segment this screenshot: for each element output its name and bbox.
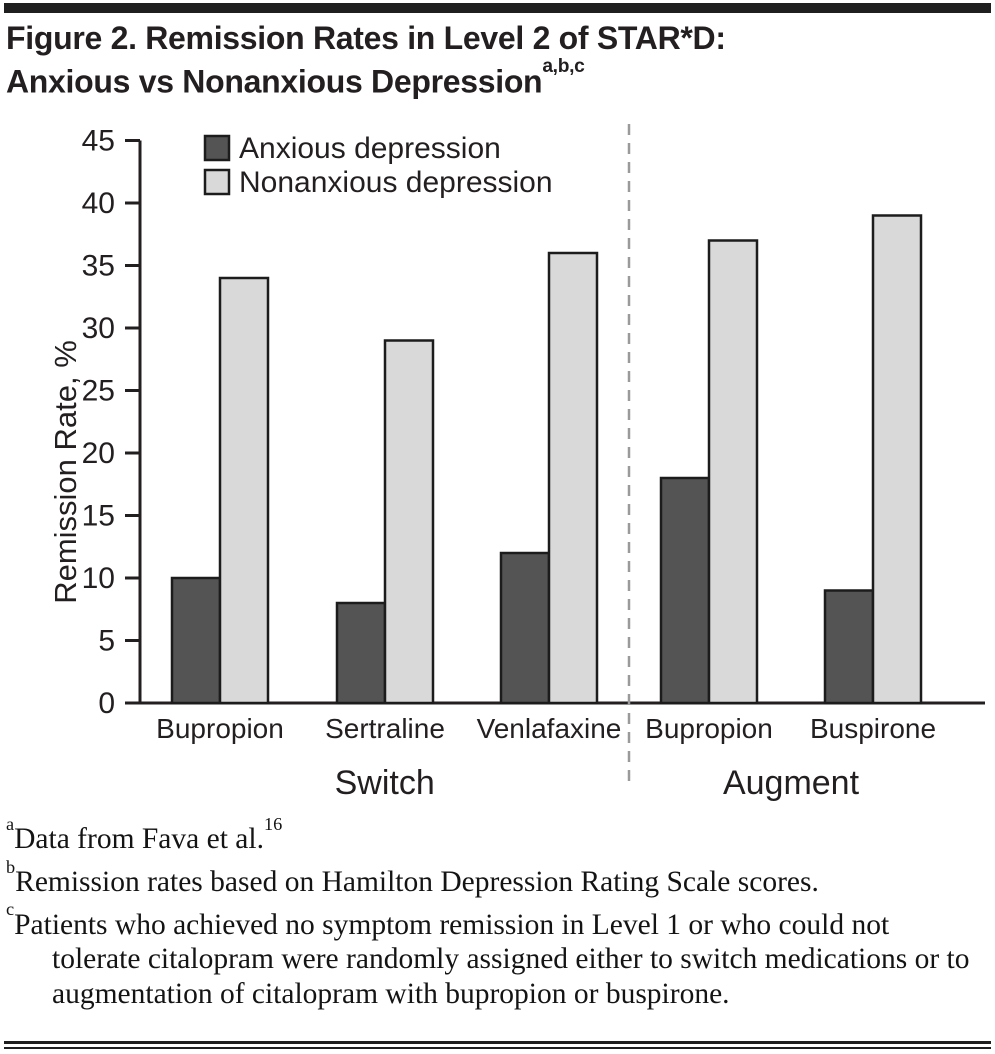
figure-title-line1: Figure 2. Remission Rates in Level 2 of STAR*D: [6, 20, 726, 56]
bar-anxious-depression-bupropion-3 [661, 478, 709, 703]
bar-anxious-depression-venlafaxine-2 [501, 553, 549, 703]
group-label-augment: Augment [722, 764, 860, 802]
bottom-rule [4, 1041, 991, 1049]
footnote-a-text: Data from Fava et al. [14, 822, 264, 855]
figure-title [6, 20, 976, 101]
bar-nonanxious-depression-venlafaxine-2 [549, 253, 597, 703]
y-tick-label-10: 10 [81, 562, 115, 595]
bar-nonanxious-depression-sertraline-1 [385, 341, 433, 704]
bar-nonanxious-depression-buspirone-4 [873, 216, 921, 704]
y-tick-label-25: 25 [81, 374, 115, 408]
y-tick-label-5: 5 [98, 624, 115, 658]
footnote-c-text: Patients who achieved no symptom remission in Level 1 or who could not tolerate citalopram were randomly assigned either to switch medications or to augmentation of citalopram with bupropion or buspirone. [14, 908, 970, 1011]
x-category-label-buspirone-4: Buspirone [809, 713, 937, 744]
figure-title-superscript: a,b,c [542, 56, 585, 78]
footnote-c-marker: c [6, 899, 15, 920]
x-category-label-bupropion-0: Bupropion [156, 713, 284, 744]
bar-nonanxious-depression-bupropion-0 [220, 278, 268, 703]
y-tick-label-45: 45 [81, 124, 115, 158]
bar-anxious-depression-sertraline-1 [337, 603, 385, 703]
footnotes [6, 814, 974, 1012]
y-tick-label-35: 35 [81, 249, 115, 283]
y-tick-label-20: 20 [81, 437, 115, 470]
legend-label-anxious-depression: Anxious depression [239, 132, 501, 165]
bar-chart [0, 120, 995, 812]
legend-label-nonanxious-depression: Nonanxious depression [239, 166, 553, 199]
footnote-a [6, 814, 974, 857]
legend-swatch-nonanxious-depression [205, 170, 229, 194]
bar-nonanxious-depression-bupropion-3 [709, 241, 757, 704]
bar-anxious-depression-buspirone-4 [825, 591, 873, 704]
footnote-b [6, 857, 974, 900]
legend-swatch-anxious-depression [205, 136, 229, 160]
top-rule [4, 3, 991, 13]
group-label-switch: Switch [334, 764, 435, 802]
figure-title-line2: Anxious vs Nonanxious Depression [6, 63, 543, 100]
bar-chart-canvas [0, 120, 995, 812]
y-tick-label-15: 15 [81, 499, 115, 533]
y-tick-label-30: 30 [81, 312, 115, 345]
bar-anxious-depression-bupropion-0 [172, 578, 220, 703]
footnote-c [6, 900, 974, 1013]
x-category-label-venlafaxine-2: Venlafaxine [476, 713, 622, 744]
footnote-a-reference: 16 [263, 813, 283, 834]
x-category-label-bupropion-3: Bupropion [645, 713, 773, 744]
y-axis-title: Remission Rate, % [48, 340, 83, 604]
x-category-label-sertraline-1: Sertraline [325, 713, 445, 744]
footnote-b-marker: b [6, 856, 16, 877]
footnote-b-text: Remission rates based on Hamilton Depression Rating Scale scores. [15, 865, 819, 898]
footnote-a-marker: a [6, 813, 15, 834]
y-tick-label-0: 0 [98, 687, 115, 720]
y-tick-label-40: 40 [81, 187, 115, 220]
